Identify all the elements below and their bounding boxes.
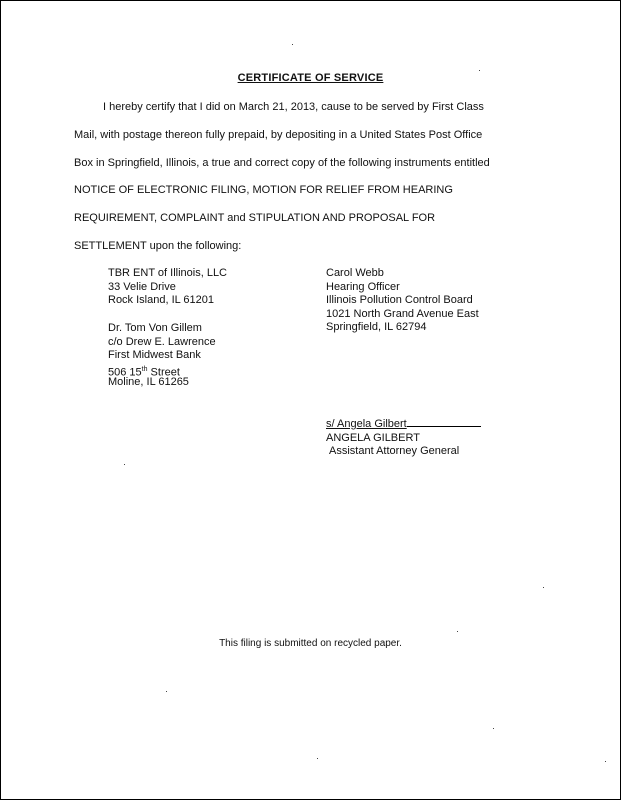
address-line: c/o Drew E. Lawrence <box>108 335 216 348</box>
street-ordinal-suffix: th <box>141 365 148 373</box>
scan-speck <box>457 631 458 632</box>
address-line-street <box>108 363 216 377</box>
body-line-4: NOTICE OF ELECTRONIC FILING, MOTION FOR RELIEF FROM HEARING <box>74 184 453 196</box>
scan-speck <box>166 691 167 692</box>
address-line: 1021 North Grand Avenue East <box>326 307 479 320</box>
body-line-6: SETTLEMENT upon the following: <box>74 240 242 252</box>
signature-line <box>326 418 481 432</box>
certificate-title: CERTIFICATE OF SERVICE <box>237 72 384 84</box>
signer-name: ANGELA GILBERT <box>326 431 420 444</box>
scan-speck <box>605 761 606 762</box>
street-name: Street <box>147 366 180 379</box>
address-line: Dr. Tom Von Gillem <box>108 322 202 334</box>
address-line: First Midwest Bank <box>108 349 201 362</box>
address-line: Rock Island, IL 61201 <box>108 294 214 307</box>
scan-speck <box>317 758 318 759</box>
signature-text: s/ Angela Gilbert <box>326 418 407 430</box>
address-line: Moline, IL 61265 <box>108 376 189 389</box>
recipient-webb <box>326 267 479 335</box>
address-line: Springfield, IL 62794 <box>326 321 427 334</box>
recycled-paper-note: This filing is submitted on recycled paper. <box>219 638 402 649</box>
street-number: 506 15 <box>108 366 142 379</box>
body-line-2: Mail, with postage thereon fully prepaid, by depositing in a United States Post Office <box>74 129 483 141</box>
recipient-gillem <box>108 322 216 390</box>
signer-title: Assistant Attorney General <box>329 445 460 458</box>
scan-speck <box>292 44 293 45</box>
scan-speck <box>543 587 544 588</box>
body-line-5: REQUIREMENT, COMPLAINT and STIPULATION AND PROPOSAL FOR <box>74 212 436 224</box>
address-line: Carol Webb <box>326 267 384 279</box>
address-line: Hearing Officer <box>326 280 400 293</box>
recipient-tbr <box>108 267 227 308</box>
scan-speck <box>479 70 480 71</box>
scan-speck <box>124 464 125 465</box>
address-line: TBR ENT of Illinois, LLC <box>108 267 228 279</box>
body-line-3: Box in Springfield, Illinois, a true and correct copy of the following instruments entitled <box>74 157 490 169</box>
body-line-1: I hereby certify that I did on March 21, 2013, cause to be served by First Class <box>103 101 484 113</box>
scan-speck <box>493 728 494 729</box>
address-line: Illinois Pollution Control Board <box>326 294 473 307</box>
signature-underline <box>407 426 481 427</box>
signature-block <box>326 418 481 459</box>
address-line: 33 Velie Drive <box>108 280 176 293</box>
